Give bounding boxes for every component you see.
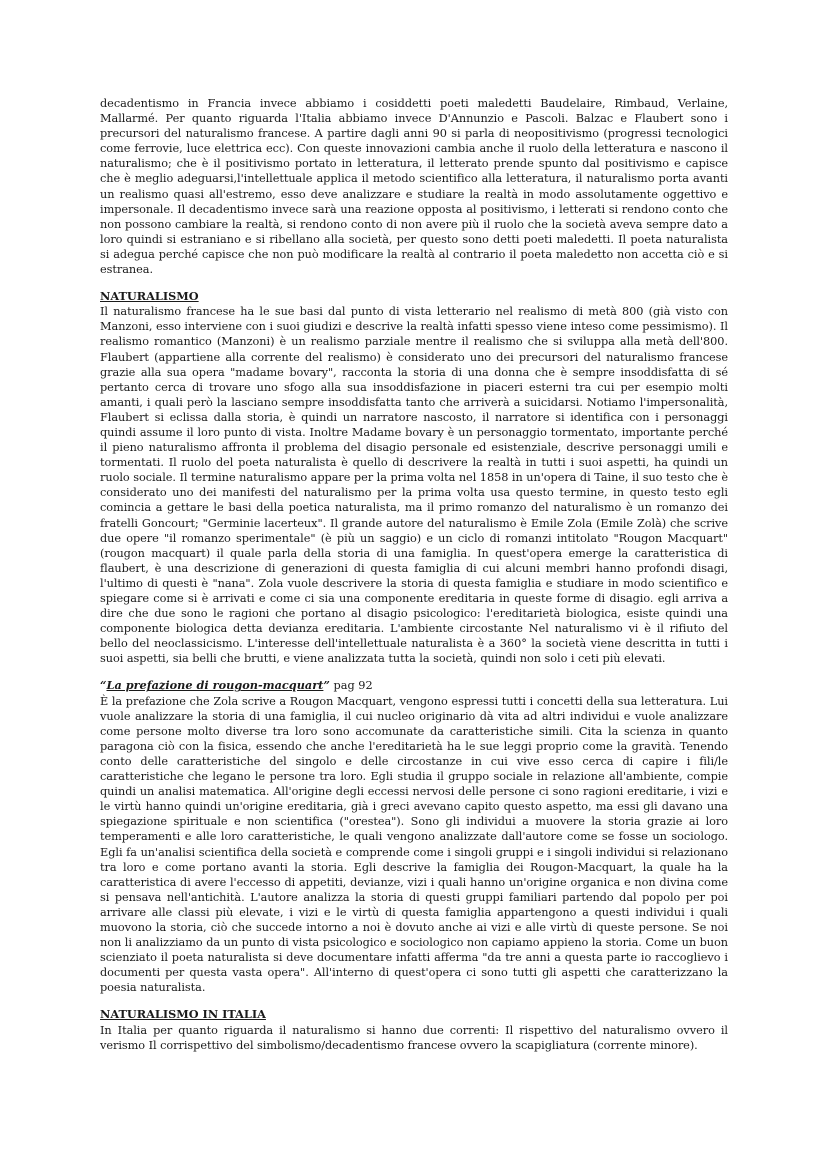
prefazione-section — [100, 678, 728, 995]
prefazione-title-text: La prefazione di rougon-macquart — [106, 678, 324, 693]
page-reference: pag 92 — [329, 679, 373, 693]
prefazione-title-line — [100, 678, 728, 693]
intro-section — [100, 96, 728, 277]
prefazione-paragraph: È la prefazione che Zola scrive a Rougon Macquart, vengono espressi tutti i concetti della sua letteratura. Lui vuole analizzare la storia di una famiglia, il cui nucleo originario dà vita ad altri individui e vuole analizzare come persone molto diverse tra loro sono accomunate da caratteristiche simili. Cita la scienza in quanto paragona ciò con la fisica, essendo che anche l'ereditarietà ha le sue leggi proprio come la gravità. Tenendo conto delle caratteristiche del singolo e delle circostanze in cui vive esso cerca di capire i fili/le caratteristiche che legano le persone tra loro. Egli studia il gruppo sociale in relazione all'ambiente, compie quindi un analisi matematica. All'origine degli eccessi nervosi delle persone ci sono ragioni ereditarie, i vizi e le virtù hanno quindi un'origine ereditaria, già i greci avevano capito questo aspetto, ma essi gli davano una spiegazione spirituale e non scientifica ("orestea"). Sono gli individui a muovere la storia grazie ai loro temperamenti e alle loro caratteristiche, le quali vengono analizzate dall'autore come se fosse un sociologo. Egli fa un'analisi scientifica della società e comprende come i singoli gruppi e i singoli individui si relazionano tra loro e come portano avanti la storia. Egli descrive la famiglia dei Rougon-Macquart, la quale ha la caratteristica di avere l'eccesso di appetiti, devianze, vizi i quali hanno un'origine organica e non divina come si pensava nell'antichità. L'autore analizza la storia di questi gruppi familiari partendo dal popolo per poi arrivare alle classi più elevate, i vizi e le virtù di questa famiglia appartengono a questi individui i quali muovono la storia, ciò che succede intorno a noi è dovuto anche ai vizi e alle virtù di queste persone. Se noi non li analizziamo da un punto di vista psicologico e sociologico non capiamo appieno la storia. Come un buon scienziato il poeta naturalista si deve documentare infatti afferma "da tre anni a questa parte io raccoglievo i documenti per questa vasta opera". All'interno di quest'opera ci sono tutti gli aspetti che caratterizzano la poesia naturalista. — [100, 694, 728, 995]
italia-section — [100, 1007, 728, 1052]
naturalismo-paragraph: Il naturalismo francese ha le sue basi dal punto di vista letterario nel realismo di metà 800 (già visto con Manzoni, esso interviene con i suoi giudizi e descrive la realtà infatti spesso viene inteso come pessimismo). Il realismo romantico (Manzoni) è un realismo parziale mentre il realismo che si sviluppa alla metà dell'800. Flaubert (appartiene alla corrente del realismo) è considerato uno dei precursori del naturalismo francese grazie alla sua opera "madame bovary", racconta la storia di una donna che è sempre insoddisfatta di sé pertanto cerca di trovare uno sfogo alla sua insoddisfazione in piaceri esterni tra cui per esempio molti amanti, i quali però la lasciano sempre insoddisfatta tanto che arriverà a suicidarsi. Notiamo l'impersonalità, Flaubert si eclissa dalla storia, è quindi un narratore nascosto, il narratore si identifica con i personaggi quindi assume il loro punto di vista. Inoltre Madame bovary è un personaggio tormentato, importante perché il pieno naturalismo affronta il problema del disagio personale ed esistenziale, descrive personaggi umili e tormentati. Il ruolo del poeta naturalista è quello di descrivere la realtà in tutti i suoi aspetti, ha quindi un ruolo sociale. Il termine naturalismo appare per la prima volta nel 1858 in un'opera di Taine, il suo testo che è considerato uno dei manifesti del naturalismo per la prima volta usa questo termine, in questo testo egli comincia a gettare le basi della poetica naturalista, ma il primo romanzo del naturalismo è un romanzo dei fratelli Goncourt; "Germinie lacerteux". Il grande autore del naturalismo è Emile Zola (Emile Zolà) che scrive due opere "il romanzo sperimentale" (è più un saggio) e un ciclo di romanzi intitolato "Rougon Macquart" (rougon macquart) il quale parla della storia di una famiglia. In quest'opera emerge la caratteristica di flaubert, è una descrizione di generazioni di questa famiglia di cui alcuni membri hanno profondi disagi, l'ultimo di questi è "nana". Zola vuole descrivere la storia di questa famiglia e studiare in modo scientifico e spiegare come si è arrivati e come ci sia una componente ereditaria in queste forme di disagio. egli arriva a dire che due sono le ragioni che portano al disagio psicologico: l'ereditarietà biologica, esiste quindi una componente biologica detta devianza ereditaria. L'ambiente circostante Nel naturalismo vi è il rifiuto del bello del neoclassicismo. L'interesse dell'intellettuale naturalista è a 360° la società viene descritta in tutti i suoi aspetti, sia belli che brutti, e viene analizzata tutta la società, quindi non solo i ceti più elevati. — [100, 305, 728, 666]
italia-paragraph: In Italia per quanto riguarda il naturalismo si hanno due correnti: Il rispettivo del naturalismo ovvero il verismo Il corrispettivo del simbolismo/decadentismo francese ovvero la scapigliatura (corrente minore). — [100, 1023, 728, 1052]
naturalismo-section — [100, 289, 728, 666]
title-quote-open: “ — [100, 678, 107, 693]
prefazione-title — [100, 678, 330, 692]
title-quote-close: ” — [323, 678, 330, 693]
intro-paragraph: decadentismo in Francia invece abbiamo i cosiddetti poeti maledetti Baudelaire, Rimbaud, Verlaine, Mallarmé. Per quanto riguarda l'Italia abbiamo invece D'Annunzio e Pascoli. Balzac e Flaubert sono i precursori del naturalismo francese. A partire dagli anni 90 si parla di neopositivismo (progressi tecnologici come ferrovie, luce elettrica ecc). Con queste innovazioni cambia anche il ruolo della letteratura e nascono il naturalismo; che è il positivismo portato in letteratura, il letterato prende spunto dal positivismo e capisce che è meglio adeguarsi,l'intellettuale applica il metodo scientifico alla letteratura, il naturalismo porta avanti un realismo quasi all'estremo, esso deve analizzare e studiare la realtà in modo assolutamente oggettivo e impersonale. Il decadentismo invece sarà una reazione opposta al positivismo, i letterati si rendono conto che non possono cambiare la realtà, si rendono conto di non avere più il ruolo che la società aveva sempre dato a loro quindi si estraniano e si ribellano alla società, per questo sono detti poeti maledetti. Il poeta naturalista si adegua perché capisce che non può modificare la realtà al contrario il poeta maledetto non accetta ciò e si estranea. — [100, 97, 728, 277]
naturalismo-heading: NATURALISMO — [100, 289, 199, 304]
italia-heading: NATURALISMO IN ITALIA — [100, 1007, 266, 1022]
